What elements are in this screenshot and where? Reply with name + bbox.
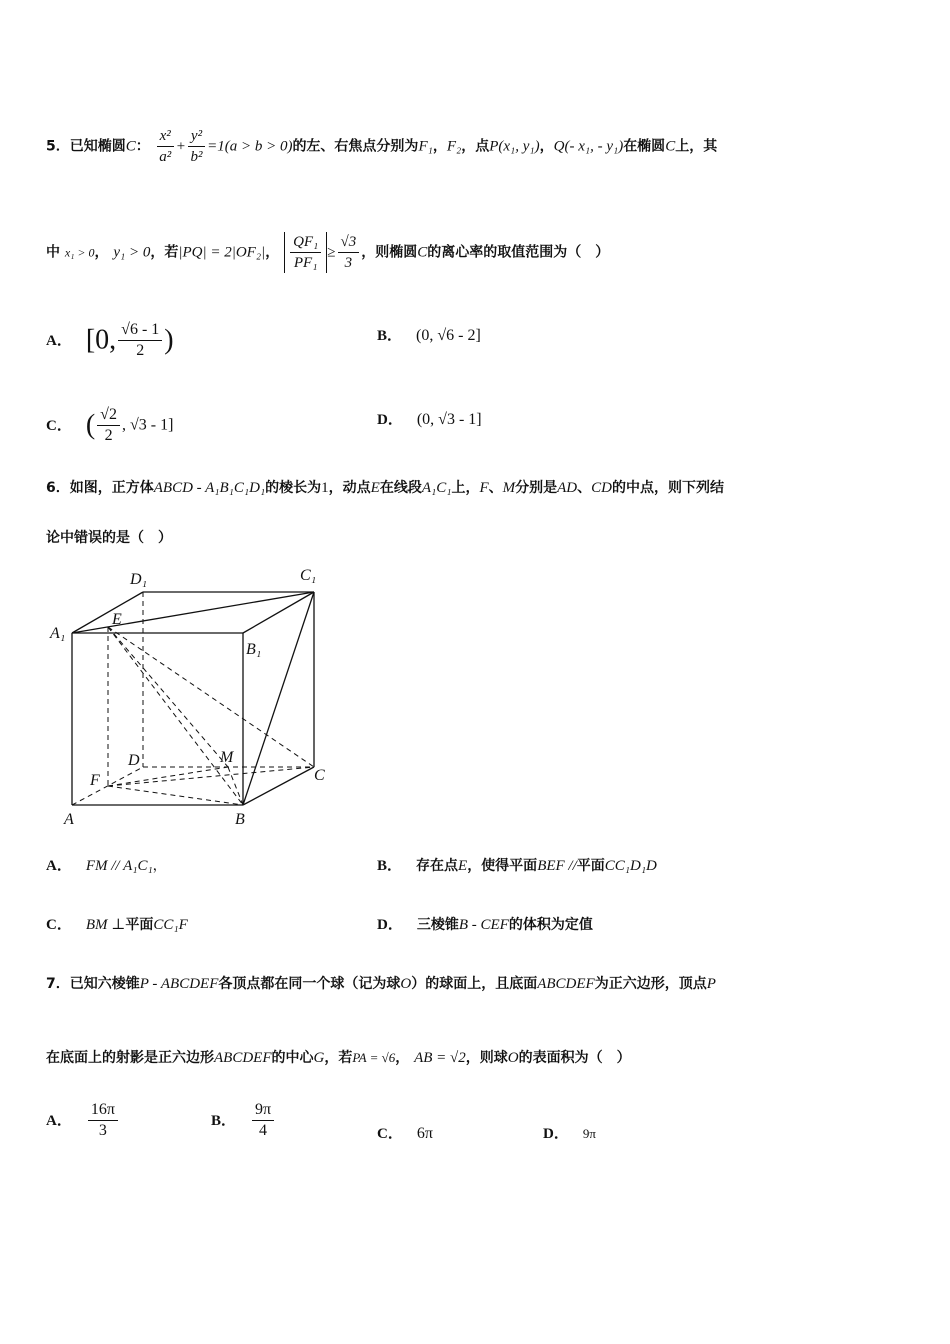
q5-ratio-abs: $\frac{\text{QF₁}}{\text{PF₁}}$ [284, 232, 327, 273]
label-C: C [314, 767, 325, 784]
q6-option-a[interactable]: A． FM // A₁C₁， [46, 858, 167, 874]
q5-frac-y: $\frac{\text{y²}}{\text{b²}}$ [188, 126, 205, 167]
q5-line1: 5．已知椭圆C： $\frac{\text{x²}}{\text{a²}}$ + $\frac{\text{y²}}{\text{b²}}$ =1(a > b > 0)的左、右焦点分别为F₁，F₂，点P(x₁, y₁)，Q(- x₁, - y₁)在椭圆C上，其 [46, 128, 718, 165]
q5-frac-sqrt3: $\frac{√3}{3}$ [338, 232, 360, 273]
label-D: D [128, 752, 140, 769]
q7-line1: 7．已知六棱锥P - ABCDEF各顶点都在同一个球（记为球O）的球面上，且底面ABCDEF为正六边形，顶点P [46, 976, 716, 992]
segment-M-B [228, 767, 243, 805]
q5-number: 5． [46, 138, 70, 155]
label-B: B [235, 811, 245, 828]
q6-line1: 6．如图，正方体ABCD - A₁B₁C₁D₁的棱长为1，动点E在线段A₁C₁上，F、M分别是AD、CD的中点，则下列结 [46, 480, 724, 496]
q7-number: 7． [46, 976, 70, 992]
segment-F-B [108, 786, 243, 805]
q6-number: 6． [46, 480, 70, 496]
q6-option-c[interactable]: C． BM ⊥平面CC₁F [46, 917, 188, 933]
label-M: M [220, 749, 234, 766]
q7-option-d[interactable]: D． 9π [543, 1126, 596, 1142]
q6-option-d[interactable]: D． 三棱锥B - CEF的体积为定值 [377, 917, 593, 933]
q5-option-d[interactable]: D． (0, √3 - 1] [377, 411, 482, 428]
q5-option-b[interactable]: B． (0, √6 - 2] [377, 327, 481, 344]
label-A: A [64, 811, 74, 828]
q6-line2: 论中错误的是（ ） [46, 530, 172, 546]
label-C1: C₁ [300, 567, 317, 584]
q7-option-c[interactable]: C． 6π [377, 1125, 433, 1142]
q5-line2: 中 x₁ > 0， y₁ > 0，若|PQ| = 2|OF₂|， $\frac{\text{QF₁}}{\text{PF₁}}$ ≥ $\frac{√3}{3}$ ，则椭圆C的离心率的取值范围为（ ） [46, 234, 610, 271]
q7-option-b[interactable]: B． $\frac{9\pi}{4}$ [211, 1100, 276, 1141]
label-F: F [90, 772, 100, 789]
q7-line2: 在底面上的射影是正六边形ABCDEF的中心G，若PA = √6， AB = √2，则球O的表面积为（ ） [46, 1050, 631, 1066]
q7-option-a[interactable]: A． $\frac{16\pi}{3}$ [46, 1100, 120, 1141]
label-A1: A₁ [50, 625, 66, 642]
q5-option-c[interactable]: C． ( $\frac{√2}{2}$ , √3 - 1] [46, 406, 174, 444]
q5-option-a[interactable]: A． [0, $\frac{√6 - 1}{2}$ ) [46, 321, 174, 359]
q6-option-b[interactable]: B． 存在点E，使得平面BEF //平面CC₁D₁D [377, 858, 657, 874]
segment-E-B [108, 627, 243, 805]
q5-frac-x: $\frac{\text{x²}}{\text{a²}}$ [157, 126, 174, 167]
segment-E-C [108, 627, 314, 767]
segment-E-M [108, 627, 228, 767]
cube-figure [48, 562, 348, 832]
label-D1: D₁ [130, 571, 148, 588]
label-B1: B₁ [246, 641, 262, 658]
label-E: E [112, 611, 122, 628]
